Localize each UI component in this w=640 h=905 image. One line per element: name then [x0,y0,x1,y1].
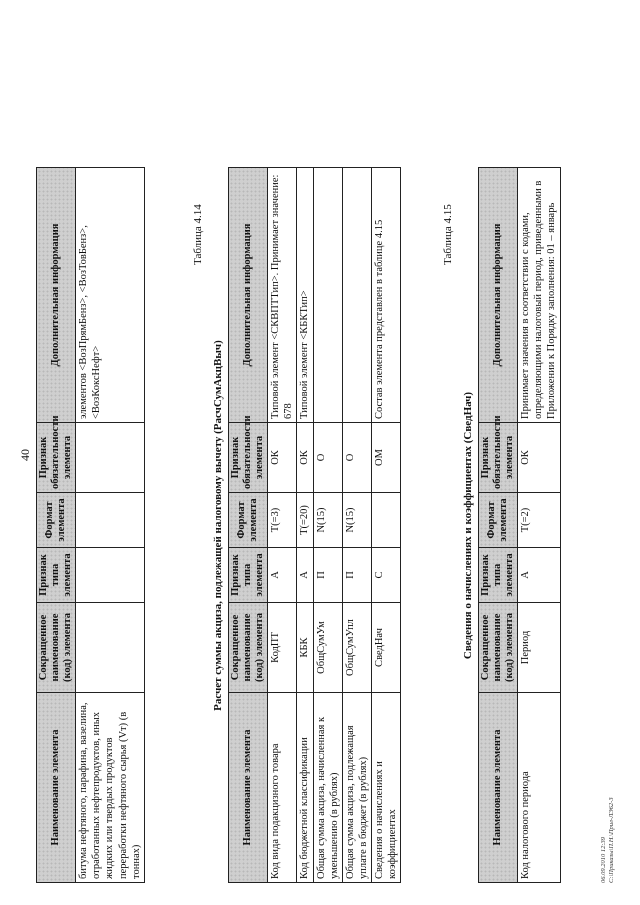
cell-info: Типовой элемент <КБКТип> [297,168,313,423]
cell-name: Общая сумма акциза, начисленная к уменьшению (в рублях) [313,693,342,883]
cell-name: битума нефтяного, парафина, вазелина, отработанных нефтепродуктов, иных жидких или твердых продуктов переработки нефтяного сырья (Vт) (в тоннах) [76,693,145,883]
cell-name: Общая сумма акциза, подлежащая уплате в бюджет (в рублях) [342,693,371,883]
cell-type: А [268,548,297,603]
cell-info: Типовой элемент <СКВПТТип>. Принимает значение: 678 [268,168,297,423]
table-continuation [36,167,145,883]
table-414 [228,167,401,883]
header-name: Наименование элемента [229,693,268,883]
page-number: 40 [18,449,32,461]
table-row [76,168,145,883]
cell-format: T(=3) [268,493,297,548]
cell-code: КБК [297,603,313,693]
cell-name: Сведения о начислениях и коэффициентах [372,693,401,883]
cell-format: T(=2) [518,493,560,548]
header-type-sign: Признак типа элемента [37,548,76,603]
cell-code: Период [518,603,560,693]
footer-date: 06.09.2010 12:39 [600,836,607,883]
cell-info: Состав элемента представлен в таблице 4.15 [372,168,401,423]
table-row [372,168,401,883]
header-short-name: Сокращенное наименование (код) элемента [479,603,518,693]
header-type-sign: Признак типа элемента [479,548,518,603]
cell-required: О [342,423,371,493]
cell-format: N(15) [313,493,342,548]
header-required-sign: Признак обязательности элемента [229,423,268,493]
cell-format: T(=20) [297,493,313,548]
header-extra-info: Дополнительная информация [229,168,268,423]
header-type-sign: Признак типа элемента [229,548,268,603]
cell-format [76,493,145,548]
table-row [313,168,342,883]
cell-name: Код налогового периода [518,693,560,883]
header-name: Наименование элемента [479,693,518,883]
cell-info: элементов <ВозПрямБенз>, <ВозТовБенз>, <ВозКоксНефт> [76,168,145,423]
cell-name: Код бюджетной классификации [297,693,313,883]
header-short-name: Сокращенное наименование (код) элемента [37,603,76,693]
cell-type: П [313,548,342,603]
cell-code [76,603,145,693]
table-row [268,168,297,883]
header-required-sign: Признак обязательности элемента [37,423,76,493]
cell-type: С [372,548,401,603]
table-row [297,168,313,883]
cell-required: ОК [297,423,313,493]
table-414-label: Таблица 4.14 [192,204,204,265]
header-format: Формат элемента [479,493,518,548]
cell-code: СведНач [372,603,401,693]
cell-format: N(15) [342,493,371,548]
cell-type: А [297,548,313,603]
header-extra-info: Дополнительная информация [479,168,518,423]
header-format: Формат элемента [229,493,268,548]
cell-code: ОбщСумУпл [342,603,371,693]
table-header-row [37,168,76,883]
cell-code: КодПТ [268,603,297,693]
cell-info [313,168,342,423]
cell-required: ОМ [372,423,401,493]
table-header-row [229,168,268,883]
header-format: Формат элемента [37,493,76,548]
header-required-sign: Признак обязательности элемента [479,423,518,493]
cell-format [372,493,401,548]
footer-stamp [600,797,617,883]
cell-required: О [313,423,342,493]
table-415-label: Таблица 4.15 [442,204,454,265]
footer-path: С:\Приказы\П.Н.\Прил-ЛЭ62-3 [608,797,616,883]
table-row [342,168,371,883]
table-415-title: Сведения о начислениях и коэффициентах (СведНач) [462,391,474,660]
table-414-title: Расчет суммы акциза, подлежащей налоговому вычету (РасчСумАкцВыч) [212,340,224,711]
cell-type: А [518,548,560,603]
header-extra-info: Дополнительная информация [37,168,76,423]
table-header-row [479,168,518,883]
cell-info: Принимает значения в соответствии с кодами, определяющими налоговый период, приведенными в Приложении к Порядку заполнения: 01 – январь [518,168,560,423]
header-short-name: Сокращенное наименование (код) элемента [229,603,268,693]
cell-name: Код вида подакцизного товара [268,693,297,883]
table-415 [478,167,561,883]
cell-required: ОК [518,423,560,493]
cell-info [342,168,371,423]
cell-type: П [342,548,371,603]
cell-code: ОбщСумУм [313,603,342,693]
cell-type [76,548,145,603]
cell-required [76,423,145,493]
header-name: Наименование элемента [37,693,76,883]
table-row [518,168,560,883]
cell-required: ОК [268,423,297,493]
